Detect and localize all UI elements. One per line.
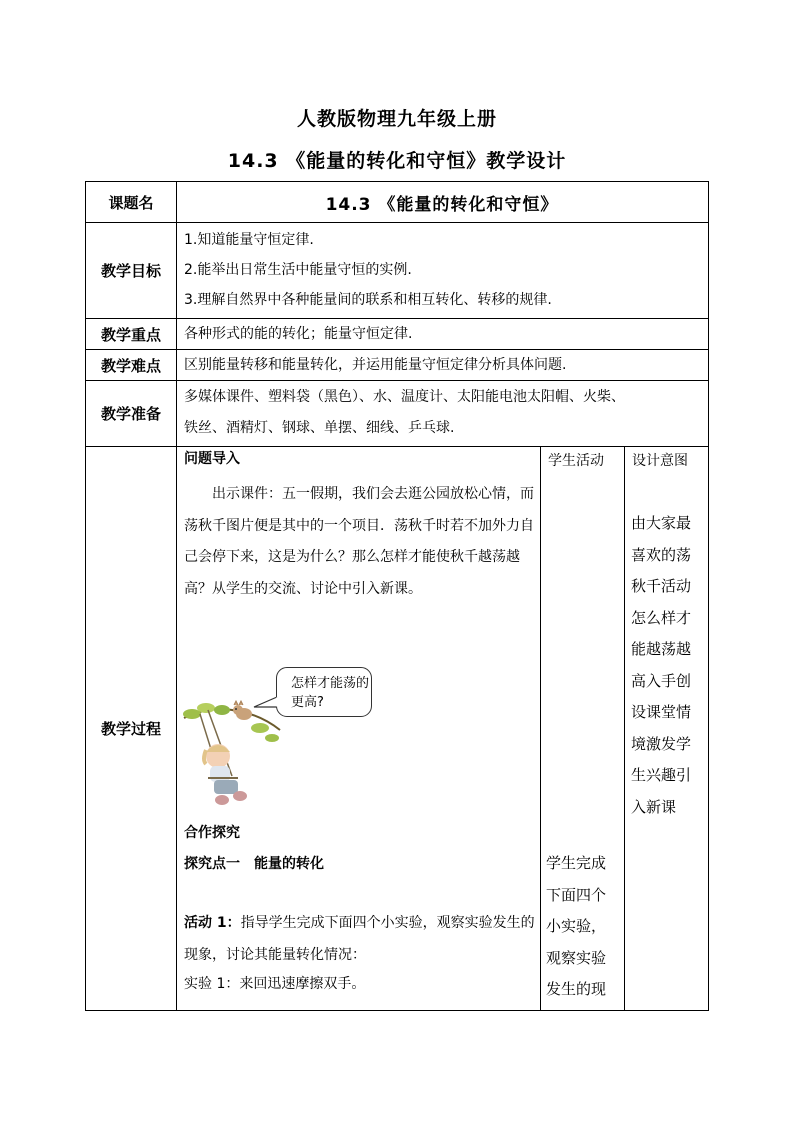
document-title: 人教版物理九年级上册 [296, 108, 497, 130]
activity-label: 活动 1： [184, 915, 241, 931]
student-activity-header: 学生活动 [548, 453, 604, 469]
bubble-tail [252, 695, 282, 713]
key-points-label: 教学重点 [100, 325, 161, 344]
bubble-text: 怎样才能荡的更高? [291, 676, 370, 710]
difficulties-value: 区别能量转移和能量转化，并运用能量守恒定律分析具体问题. [184, 357, 567, 373]
preparation-label: 教学准备 [100, 405, 161, 423]
preparation-line: 铁丝、酒精灯、钢球、单摆、细线、乒乓球. [184, 420, 455, 436]
intro-text: 出示课件：五一假期，我们会去逛公园放松心情，而荡秋千图片便是其中的一个项目．荡秋千时若不加外力自己会停下来，这是为什么？那么怎样才能使秋千越荡越高？从学生的交流、讨论中引入新课。 [184, 486, 534, 597]
intro-heading: 问题导入 [184, 451, 240, 467]
activity-text [184, 908, 536, 971]
speech-bubble [276, 667, 372, 717]
preparation-line: 多媒体课件、塑料袋（黑色）、水、温度计、太阳能电池太阳帽、火柴、 [184, 389, 625, 405]
difficulties-label: 教学难点 [100, 356, 161, 375]
point-heading: 探究点一 能量的转化 [184, 856, 324, 872]
goal-item: 3.理解自然界中各种能量间的联系和相互转化、转移的规律. [184, 292, 552, 308]
course-label: 课题名 [108, 193, 154, 212]
document-subtitle: 14.3 《能量的转化和守恒》教学设计 [227, 150, 567, 172]
key-points-value: 各种形式的能的转化；能量守恒定律. [184, 326, 413, 342]
experiment-1: 实验 1：来回迅速摩擦双手。 [184, 976, 366, 992]
goal-item: 2.能举出日常生活中能量守恒的实例. [184, 262, 412, 278]
activity-body: 指导学生完成下面四个小实验，观察实验发生的现象，讨论其能量转化情况： [184, 915, 535, 963]
coop-heading: 合作探究 [184, 825, 240, 841]
goals-label: 教学目标 [100, 262, 161, 280]
design-intent-text: 由大家最喜欢的荡秋千活动怎么样才能越荡越高入手创设课堂情境激发学生兴趣引入新课 [631, 514, 692, 816]
swing-girl-illustration [182, 700, 282, 810]
process-label: 教学过程 [100, 720, 161, 738]
student-activity-text: 学生完成下面四个小实验，观察实验发生的现 [546, 854, 607, 998]
goal-item: 1.知道能量守恒定律. [184, 232, 314, 248]
course-name: 14.3 《能量的转化和守恒》 [325, 194, 559, 215]
design-intent-header: 设计意图 [632, 453, 688, 469]
